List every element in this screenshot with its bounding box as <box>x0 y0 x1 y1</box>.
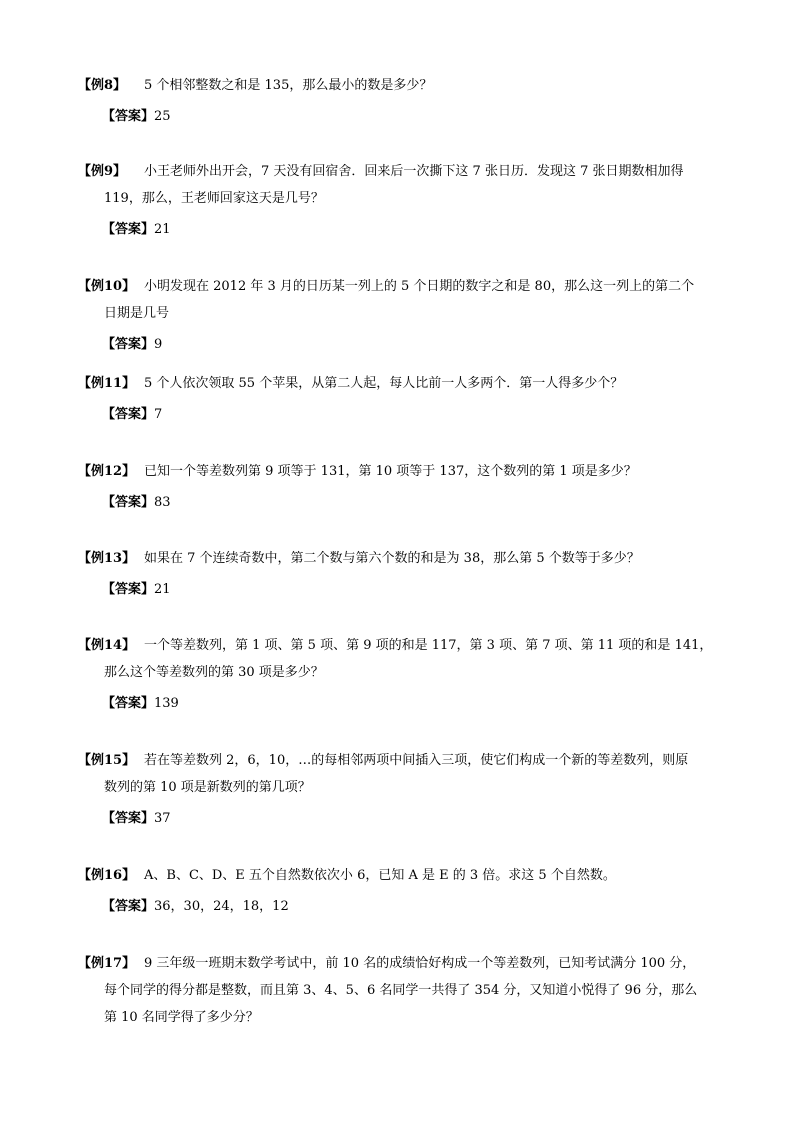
question-text: 已知一个等差数列第 9 项等于 131，第 10 项等于 137，这个数列的第 1 项是多少？ <box>144 464 637 479</box>
question-text-cont: 第 10 名同学得了多少分？ <box>104 1010 259 1025</box>
answer-value: 21 <box>154 222 171 237</box>
answer <box>78 489 728 516</box>
example-8 <box>78 72 728 130</box>
example-9 <box>78 158 728 243</box>
example-12 <box>78 458 728 516</box>
answer-label: 【答案】 <box>102 495 155 510</box>
question-text: 5 个人依次领取 55 个苹果，从第二人起，每人比前一人多两个．第一人得多少个？ <box>144 376 624 391</box>
answer <box>78 690 728 717</box>
example-tag: 【例15】 <box>78 753 136 768</box>
answer-label: 【答案】 <box>102 337 155 352</box>
example-16 <box>78 862 728 920</box>
answer <box>78 103 728 130</box>
answer <box>78 576 728 603</box>
example-tag: 【例9】 <box>78 164 127 179</box>
example-15 <box>78 747 728 832</box>
question-text: 5 个相邻整数之和是 135，那么最小的数是多少？ <box>144 78 433 93</box>
question-text: 小明发现在 2012 年 3 月的日历某一列上的 5 个日期的数字之和是 80，那么这一列上的第二个 <box>144 279 695 294</box>
answer-value: 139 <box>154 696 179 711</box>
example-tag: 【例14】 <box>78 638 136 653</box>
answer-label: 【答案】 <box>102 582 155 597</box>
example-tag: 【例12】 <box>78 464 136 479</box>
example-tag: 【例10】 <box>78 279 136 294</box>
answer-label: 【答案】 <box>102 407 155 422</box>
answer-label: 【答案】 <box>102 696 155 711</box>
answer-label: 【答案】 <box>102 222 155 237</box>
example-tag: 【例13】 <box>78 551 136 566</box>
question-text: 如果在 7 个连续奇数中，第二个数与第六个数的和是为 38，那么第 5 个数等于多少？ <box>144 551 640 566</box>
answer-value: 36，30，24，18，12 <box>154 899 289 914</box>
answer <box>78 893 728 920</box>
answer <box>78 216 728 243</box>
question-text: 小王老师外出开会，7 天没有回宿舍．回来后一次撕下这 7 张日历．发现这 7 张日期数相加得 <box>144 164 684 179</box>
example-17 <box>78 950 728 1031</box>
example-13 <box>78 545 728 603</box>
answer-label: 【答案】 <box>102 811 155 826</box>
question-text: A、B、C、D、E 五个自然数依次小 6，已知 A 是 E 的 3 倍。求这 5 个自然数。 <box>144 868 616 883</box>
question-text-cont: 每个同学的得分都是整数，而且第 3、4、5、6 名同学一共得了 354 分，又知道小悦得了 96 分，那么 <box>104 983 698 998</box>
question-text-cont: 日期是几号 <box>104 306 170 321</box>
answer-value: 37 <box>154 811 171 826</box>
example-tag: 【例16】 <box>78 868 136 883</box>
example-14 <box>78 632 728 717</box>
example-11 <box>78 370 728 428</box>
answer-value: 21 <box>154 582 171 597</box>
answer <box>78 331 728 358</box>
example-10 <box>78 273 728 358</box>
answer-value: 25 <box>154 109 171 124</box>
answer <box>78 401 728 428</box>
answer-label: 【答案】 <box>102 109 155 124</box>
example-tag: 【例11】 <box>78 376 136 391</box>
question-text-cont: 那么这个等差数列的第 30 项是多少？ <box>104 665 324 680</box>
example-tag: 【例8】 <box>78 78 127 93</box>
question-text-cont: 数列的第 10 项是新数列的第几项？ <box>104 780 311 795</box>
answer-value: 7 <box>154 407 163 422</box>
question-text: 9 三年级一班期末数学考试中，前 10 名的成绩恰好构成一个等差数列，已知考试满分 100 分， <box>144 956 696 971</box>
example-tag: 【例17】 <box>78 956 136 971</box>
answer-label: 【答案】 <box>102 899 155 914</box>
answer <box>78 805 728 832</box>
answer-value: 83 <box>154 495 171 510</box>
question-text-cont: 119，那么，王老师回家这天是几号？ <box>104 191 324 206</box>
question-text: 若在等差数列 2，6，10，…的每相邻两项中间插入三项，使它们构成一个新的等差数列，则原 <box>144 753 689 768</box>
answer-value: 9 <box>154 337 163 352</box>
question-text: 一个等差数列，第 1 项、第 5 项、第 9 项的和是 117，第 3 项、第 7 项、第 11 项的和是 141， <box>144 638 713 653</box>
